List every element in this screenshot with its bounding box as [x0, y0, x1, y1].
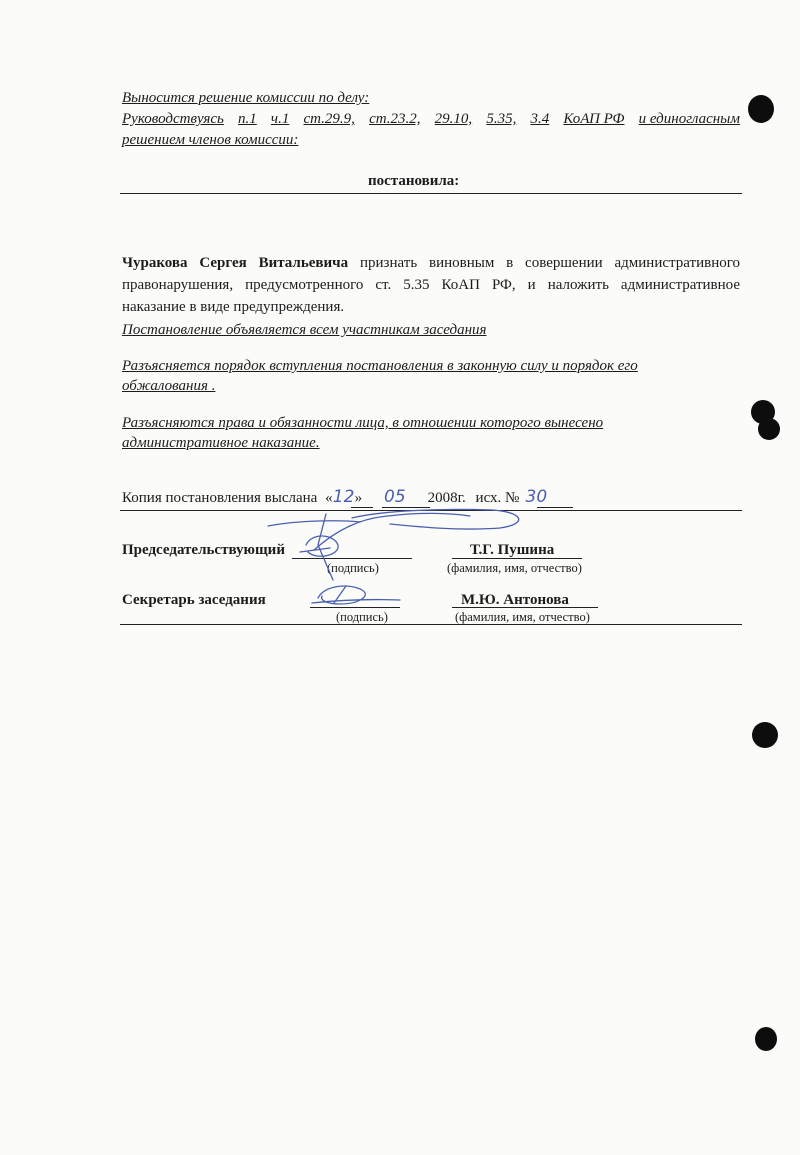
secretary-name-caption: (фамилия, имя, отчество)	[455, 610, 590, 624]
appeal-notice-line-1: Разъясняется порядок вступления постановления в законную силу и порядок его	[122, 358, 638, 374]
punch-hole-mark	[755, 1027, 777, 1051]
secretary-signature-scribble	[312, 586, 400, 604]
chair-role-label: Председательствующий	[122, 542, 285, 558]
handwritten-month: 05	[384, 487, 406, 507]
legal-basis-word: ст.23.2,	[369, 111, 421, 127]
handwritten-ref-number: 30	[525, 487, 548, 507]
punch-hole-mark	[748, 95, 774, 123]
quote-open: «	[325, 490, 333, 506]
rights-notice-line-1: Разъясняются права и обязанности лица, в отношении которого вынесено	[122, 415, 604, 431]
announcement-notice: Постановление объявляется всем участникам заседания	[122, 322, 487, 338]
outgoing-ref-label: исх. №	[475, 490, 520, 506]
offender-name: Чуракова Сергея Витальевича	[122, 255, 349, 271]
resolution-heading: постановила:	[368, 173, 460, 189]
chair-signature-caption: (подпись)	[327, 561, 379, 575]
chair-name: Т.Г. Пушина	[470, 542, 555, 558]
appeal-notice-line-2: обжалования .	[122, 378, 216, 394]
chair-name-caption: (фамилия, имя, отчество)	[447, 561, 582, 575]
punch-hole-mark	[758, 418, 780, 440]
secretary-signature-caption: (подпись)	[336, 610, 388, 624]
secretary-name: М.Ю. Антонова	[461, 592, 569, 608]
legal-basis-word: и единогласным	[638, 111, 740, 127]
legal-basis-word: 3.4	[530, 111, 550, 127]
decision-line-2: правонарушения, предусмотренного ст. 5.35 КоАП РФ, и наложить административное	[122, 277, 740, 293]
commission-members-line: решением членов комиссии:	[122, 132, 299, 148]
legal-basis-word: п.1	[238, 111, 257, 127]
rights-notice-line-2: административное наказание.	[122, 435, 320, 451]
legal-basis-word: Руководствуясь	[122, 111, 224, 127]
legal-basis-word: 29.10,	[434, 111, 473, 127]
punch-hole-mark	[752, 722, 778, 748]
decision-line-3: наказание в виде предупреждения.	[122, 299, 345, 315]
commission-decision-intro: Выносится решение комиссии по делу:	[122, 90, 370, 106]
copy-sent-year: 2008г.	[427, 490, 466, 506]
secretary-role-label: Секретарь заседания	[122, 592, 266, 608]
decision-text: признать виновным в совершении административного	[359, 255, 740, 271]
legal-basis-word: ст.29.9,	[303, 111, 355, 127]
chair-signature-scribble	[268, 509, 519, 580]
legal-basis-word: ч.1	[270, 111, 290, 127]
quote-close: »	[354, 490, 363, 506]
legal-basis-word: 5.35,	[486, 111, 517, 127]
handwritten-day: 12	[332, 487, 355, 507]
copy-sent-label: Копия постановления выслана	[122, 490, 318, 506]
legal-basis-word: КоАП РФ	[563, 111, 625, 127]
